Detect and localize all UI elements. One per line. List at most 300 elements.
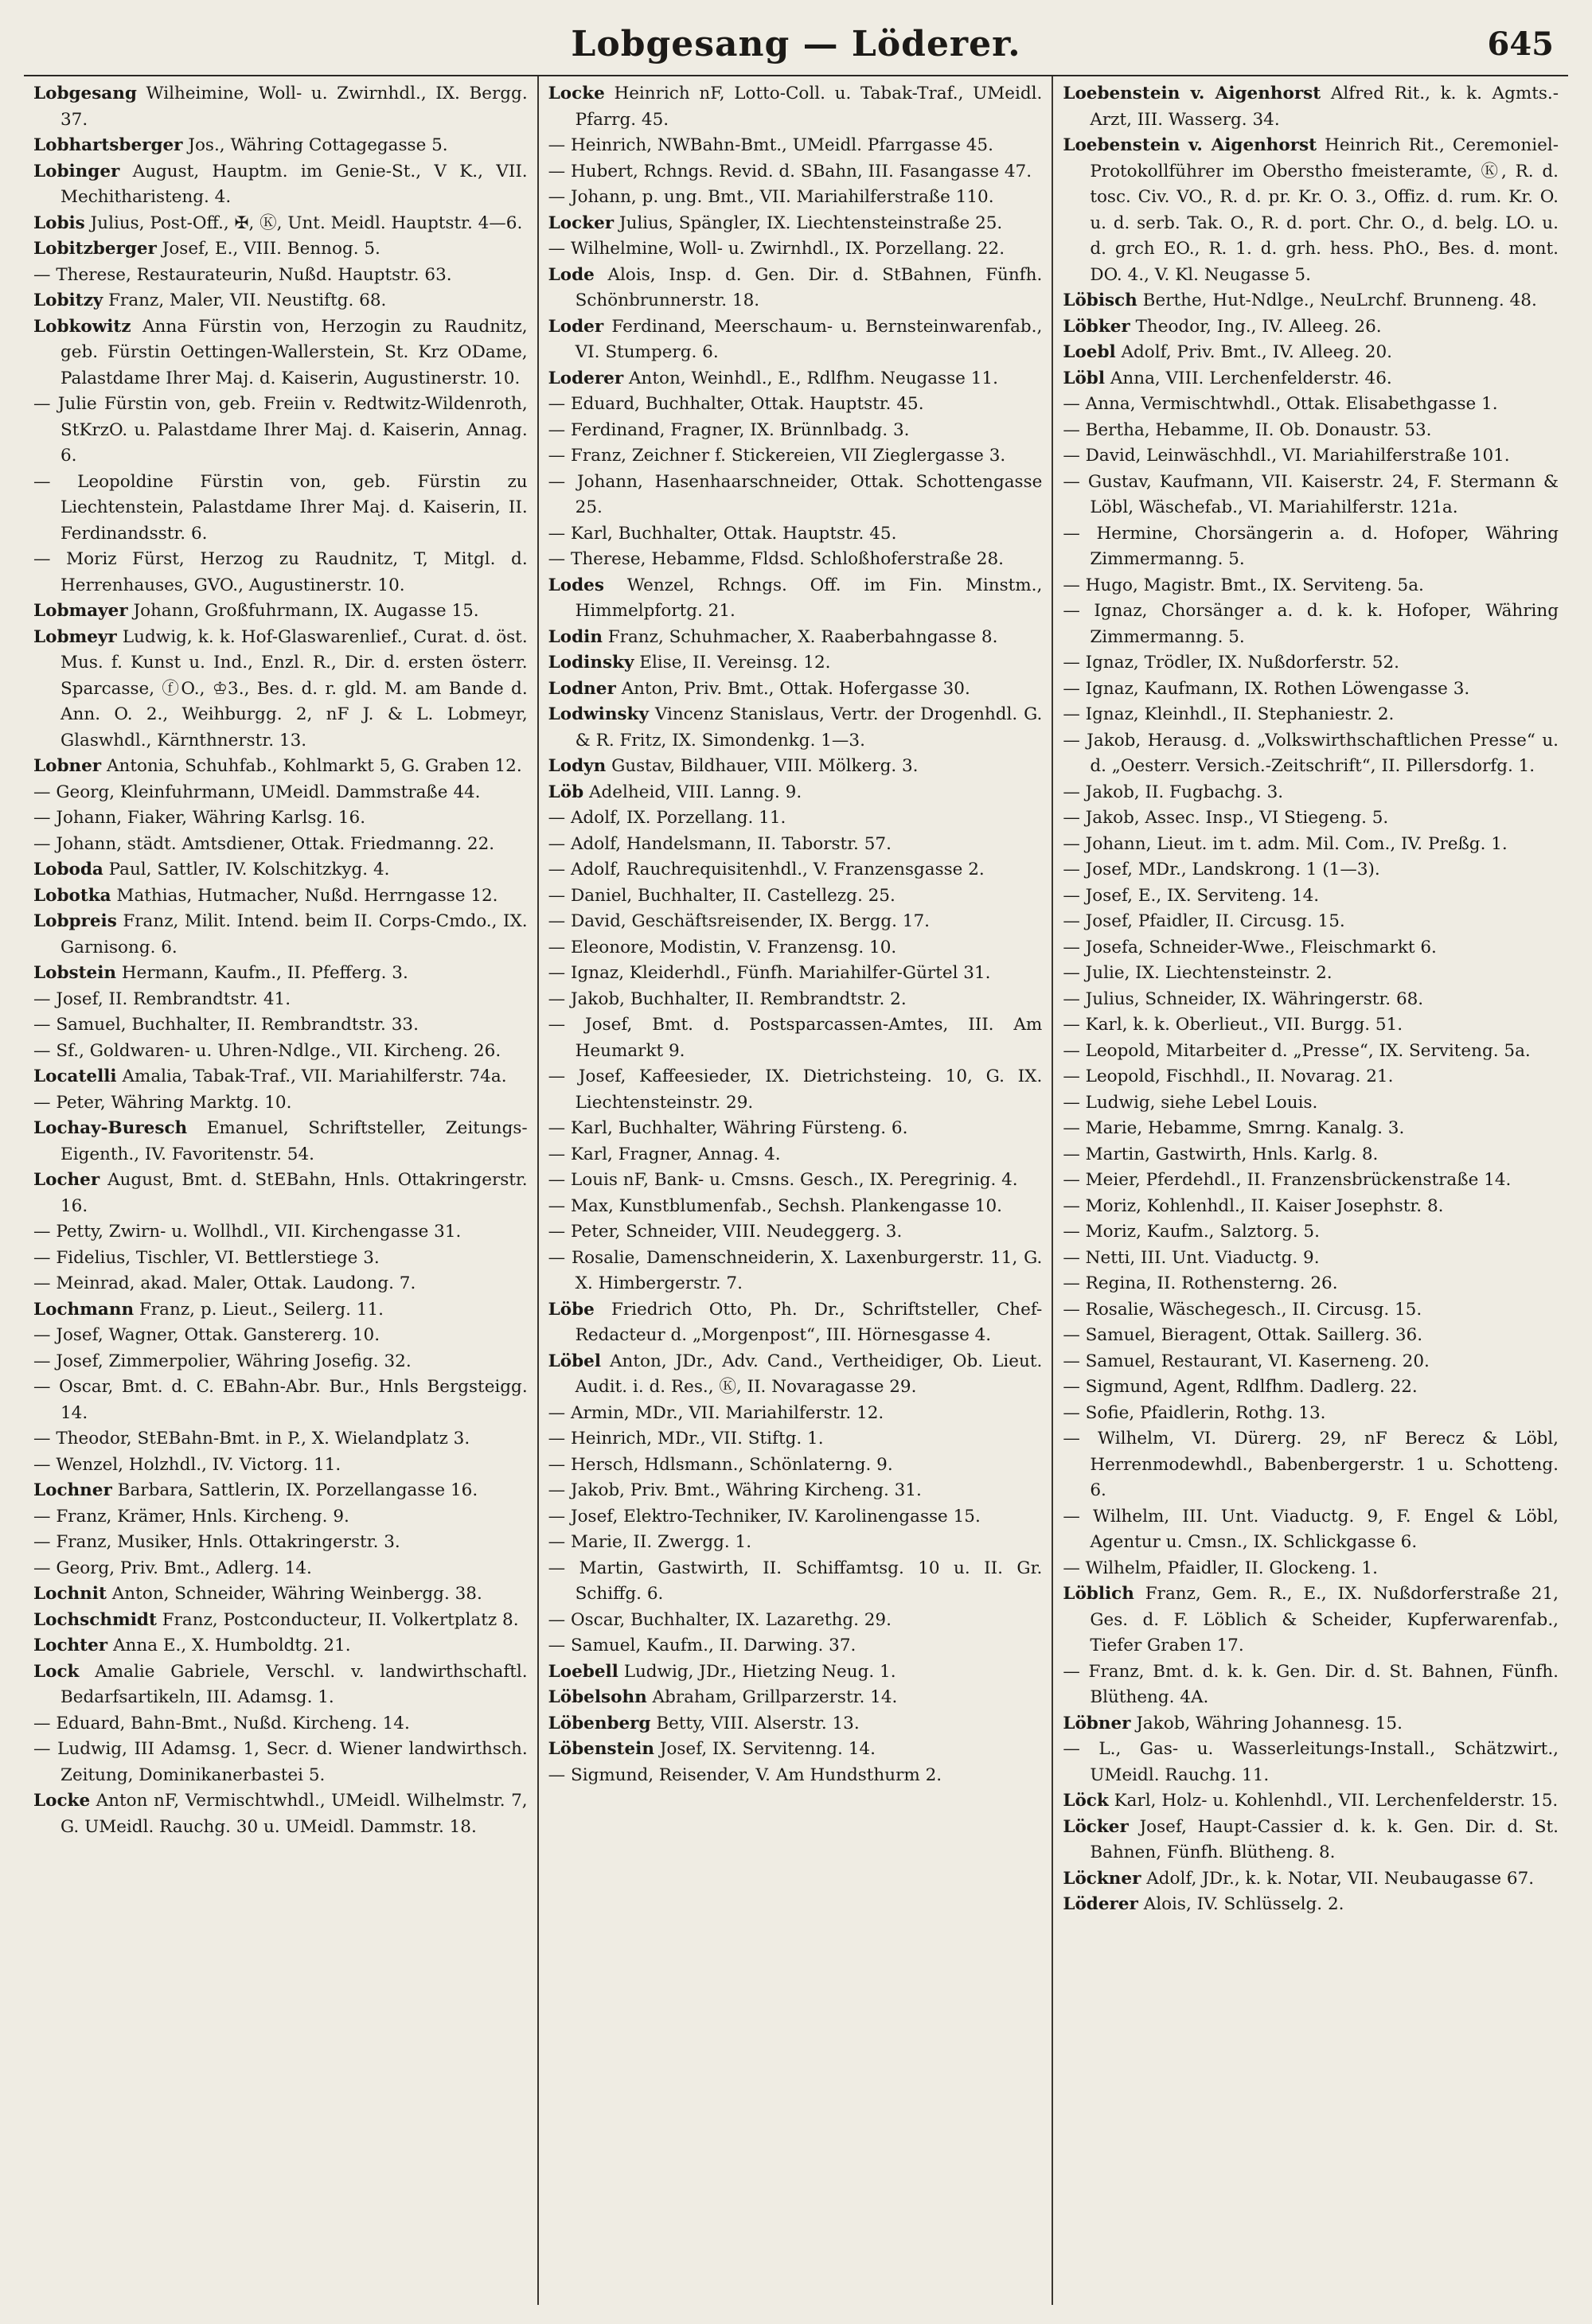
entry-details: Berthe, Hut-Ndlge., NeuLrchf. Brunneng. 48. bbox=[1142, 290, 1537, 310]
directory-entry bbox=[1063, 805, 1559, 832]
entry-details: Jakob, Währing Johannesg. 15. bbox=[1136, 1713, 1403, 1733]
directory-entry bbox=[548, 263, 1043, 314]
entry-surname: Loebl bbox=[1063, 342, 1116, 362]
entry-surname: Lobkowitz bbox=[33, 316, 131, 337]
directory-entry bbox=[33, 883, 528, 910]
entry-surname: Lobitzberger bbox=[33, 239, 157, 259]
entry-details: — Fidelius, Tischler, VI. Bettlerstiege 3. bbox=[33, 1247, 380, 1268]
directory-entry bbox=[1063, 1711, 1559, 1737]
directory-entry bbox=[548, 1064, 1043, 1116]
entry-details: — Wilhelm, Pfaidler, II. Glockeng. 1. bbox=[1063, 1558, 1378, 1578]
entry-details: — Marie, Hebamme, Smrng. Kanalg. 3. bbox=[1063, 1118, 1405, 1138]
entry-surname: Löb bbox=[548, 782, 584, 802]
entry-surname: Loebenstein v. Aigenhorst bbox=[1063, 84, 1321, 103]
directory-entry bbox=[1063, 1556, 1559, 1582]
entry-surname: Löck bbox=[1063, 1791, 1109, 1811]
entry-surname: Lock bbox=[33, 1661, 80, 1682]
entry-surname: Locatelli bbox=[33, 1066, 117, 1086]
entry-details: — Netti, III. Unt. Viaductg. 9. bbox=[1063, 1247, 1320, 1268]
entry-surname: Lobmeyr bbox=[33, 626, 117, 647]
directory-entry bbox=[33, 625, 528, 755]
entry-details: — Regina, II. Rothensterng. 26. bbox=[1063, 1273, 1338, 1293]
entry-details: — Samuel, Bieragent, Ottak. Saillerg. 36. bbox=[1063, 1325, 1423, 1345]
directory-entry bbox=[1063, 702, 1559, 728]
directory-entry bbox=[33, 1530, 528, 1556]
directory-entry bbox=[1063, 1297, 1559, 1324]
entry-details: — Jakob, Buchhalter, II. Rembrandtstr. 2. bbox=[548, 988, 907, 1009]
entry-details: — Peter, Währing Marktg. 10. bbox=[33, 1092, 292, 1113]
directory-entry bbox=[33, 1426, 528, 1452]
directory-entry bbox=[548, 1426, 1043, 1452]
entry-details: — Leopold, Mitarbeiter d. „Presse“, IX. Serviteng. 5a. bbox=[1063, 1040, 1531, 1061]
entry-details: — Heinrich, NWBahn-Bmt., UMeidl. Pfarrgasse 45. bbox=[548, 135, 993, 155]
directory-entry bbox=[1063, 443, 1559, 470]
entry-details: Alois, IV. Schlüsselg. 2. bbox=[1143, 1894, 1344, 1914]
entry-details: Josef, E., VIII. Bennog. 5. bbox=[162, 239, 380, 259]
directory-entry bbox=[1063, 1168, 1559, 1194]
entry-details: — Eduard, Bahn-Bmt., Nußd. Kircheng. 14. bbox=[33, 1713, 410, 1733]
directory-entry bbox=[33, 263, 528, 289]
entry-details: Franz, Postconducteur, II. Volkertplatz 8. bbox=[162, 1609, 519, 1630]
entry-details: — Samuel, Buchhalter, II. Rembrandtstr. 33. bbox=[33, 1015, 419, 1035]
entry-details: — Franz, Krämer, Hnls. Kircheng. 9. bbox=[33, 1506, 349, 1527]
directory-entry bbox=[33, 1219, 528, 1246]
directory-entry bbox=[33, 754, 528, 780]
directory-columns bbox=[24, 75, 1568, 2305]
entry-surname: Löderer bbox=[1063, 1894, 1138, 1914]
directory-entry bbox=[548, 1168, 1043, 1194]
directory-entry bbox=[33, 1452, 528, 1479]
directory-entry bbox=[33, 1478, 528, 1504]
directory-entry bbox=[548, 832, 1043, 858]
directory-entry bbox=[548, 650, 1043, 677]
entry-details: — Hubert, Rchngs. Revid. d. SBahn, III. Fasangasse 47. bbox=[548, 161, 1032, 181]
entry-details: — Johann, Fiaker, Währing Karlsg. 16. bbox=[33, 808, 366, 828]
directory-entry bbox=[548, 1349, 1043, 1401]
directory-entry bbox=[1063, 1866, 1559, 1893]
entry-details: — Samuel, Kaufm., II. Darwing. 37. bbox=[548, 1636, 856, 1655]
directory-entry bbox=[1063, 1426, 1559, 1504]
entry-details: — Meier, Pferdehdl., II. Franzensbrückenstraße 14. bbox=[1063, 1170, 1512, 1190]
column-1 bbox=[24, 76, 539, 2305]
directory-entry bbox=[1063, 935, 1559, 961]
entry-details: — Jakob, II. Fugbachg. 3. bbox=[1063, 782, 1284, 802]
directory-entry bbox=[1063, 1504, 1559, 1556]
directory-entry bbox=[33, 1504, 528, 1530]
entry-details: Hermann, Kaufm., II. Pfefferg. 3. bbox=[121, 963, 408, 983]
directory-entry bbox=[33, 1349, 528, 1375]
entry-details: — Daniel, Buchhalter, II. Castellezg. 25. bbox=[548, 885, 896, 906]
entry-surname: Loderer bbox=[548, 368, 624, 388]
entry-details: — Anna, Vermischtwhdl., Ottak. Elisabethgasse 1. bbox=[1063, 394, 1498, 414]
directory-entry bbox=[1063, 1349, 1559, 1375]
directory-entry bbox=[548, 1219, 1043, 1246]
entry-details: — Josef, Bmt. d. Postsparcassen-Amtes, III. Am Heumarkt 9. bbox=[548, 1015, 1043, 1061]
directory-entry bbox=[33, 1116, 528, 1168]
directory-entry bbox=[33, 1711, 528, 1737]
entry-details: Adolf, Priv. Bmt., IV. Alleeg. 20. bbox=[1121, 342, 1392, 362]
directory-entry bbox=[33, 1608, 528, 1634]
directory-entry bbox=[548, 702, 1043, 754]
directory-entry bbox=[33, 392, 528, 470]
entry-details: — Johann, Hasenhaarschneider, Ottak. Schottengasse 25. bbox=[548, 471, 1043, 517]
directory-entry bbox=[548, 1504, 1043, 1530]
entry-details: Theodor, Ing., IV. Alleeg. 26. bbox=[1135, 316, 1382, 337]
entry-details: — Therese, Hebamme, Fldsd. Schloßhoferstraße 28. bbox=[548, 549, 1004, 569]
entry-details: — Martin, Gastwirth, Hnls. Karlg. 8. bbox=[1063, 1144, 1379, 1164]
directory-entry bbox=[548, 185, 1043, 211]
entry-surname: Löbisch bbox=[1063, 290, 1137, 310]
entry-details: — Adolf, IX. Porzellang. 11. bbox=[548, 808, 786, 828]
directory-entry bbox=[1063, 1064, 1559, 1090]
entry-details: Josef, IX. Servitenng. 14. bbox=[659, 1739, 876, 1759]
entry-surname: Lobmayer bbox=[33, 601, 128, 621]
directory-entry bbox=[33, 211, 528, 237]
directory-entry bbox=[1063, 573, 1559, 599]
entry-details: — Julie Fürstin von, geb. Freiin v. Redtwitz-Wildenroth, StKrzO. u. Palastdame Ihrer Maj. d. Kaiserin, Annag. 6. bbox=[33, 394, 528, 466]
directory-entry bbox=[1063, 133, 1559, 288]
entry-details: — Ludwig, III Adamsg. 1, Secr. d. Wiener landwirthsch. Zeitung, Dominikanerbastei 5. bbox=[33, 1739, 528, 1785]
directory-entry bbox=[548, 1012, 1043, 1064]
directory-entry bbox=[548, 857, 1043, 883]
entry-details: Barbara, Sattlerin, IX. Porzellangasse 16. bbox=[117, 1480, 478, 1500]
entry-details: — Franz, Bmt. d. k. k. Gen. Dir. d. St. Bahnen, Fünfh. Blütheng. 4A. bbox=[1063, 1661, 1559, 1707]
entry-details: — Franz, Zeichner f. Stickereien, VII Zieglergasse 3. bbox=[548, 446, 1006, 466]
directory-entry bbox=[33, 1737, 528, 1788]
directory-entry bbox=[548, 987, 1043, 1013]
entry-details: — Josef, E., IX. Serviteng. 14. bbox=[1063, 885, 1320, 906]
directory-entry bbox=[33, 780, 528, 806]
entry-details: — Rosalie, Damenschneiderin, X. Laxenburgerstr. 11, G. X. Himbergerstr. 7. bbox=[548, 1247, 1043, 1293]
directory-entry bbox=[548, 81, 1043, 133]
entry-surname: Löbel bbox=[548, 1351, 601, 1371]
directory-entry bbox=[33, 470, 528, 548]
directory-entry bbox=[548, 1659, 1043, 1686]
entry-surname: Lobhartsberger bbox=[33, 135, 183, 155]
directory-entry bbox=[1063, 909, 1559, 935]
directory-entry bbox=[1063, 314, 1559, 341]
directory-entry bbox=[33, 1090, 528, 1117]
directory-entry bbox=[1063, 392, 1559, 418]
directory-entry bbox=[548, 1737, 1043, 1763]
entry-details: — Ludwig, siehe Lebel Louis. bbox=[1063, 1092, 1318, 1113]
entry-details: — Karl, Fragner, Annag. 4. bbox=[548, 1144, 781, 1164]
entry-details: Heinrich nF, Lotto-Coll. u. Tabak-Traf., UMeidl. Pfarrg. 45. bbox=[575, 84, 1043, 130]
entry-details: — Heinrich, MDr., VII. Stiftg. 1. bbox=[548, 1429, 824, 1449]
directory-entry bbox=[548, 1478, 1043, 1504]
entry-details: — Georg, Priv. Bmt., Adlerg. 14. bbox=[33, 1558, 312, 1578]
entry-surname: Lochmann bbox=[33, 1299, 135, 1320]
directory-entry bbox=[548, 1633, 1043, 1659]
entry-details: — Julie, IX. Liechtensteinstr. 2. bbox=[1063, 963, 1333, 983]
directory-entry bbox=[1063, 987, 1559, 1013]
entry-details: — Sigmund, Reisender, V. Am Hundsthurm 2. bbox=[548, 1764, 942, 1785]
entry-details: — Josef, Pfaidler, II. Circusg. 15. bbox=[1063, 911, 1345, 931]
directory-entry bbox=[548, 625, 1043, 651]
directory-entry bbox=[33, 987, 528, 1013]
directory-entry bbox=[548, 1246, 1043, 1297]
entry-details: — Josef, Kaffeesieder, IX. Dietrichsteing. 10, G. IX. Liechtensteinstr. 29. bbox=[548, 1066, 1043, 1113]
directory-entry bbox=[1063, 288, 1559, 314]
directory-entry bbox=[548, 883, 1043, 910]
directory-entry bbox=[548, 1608, 1043, 1634]
entry-details: — Franz, Musiker, Hnls. Ottakringerstr. 3. bbox=[33, 1532, 400, 1552]
entry-surname: Löcker bbox=[1063, 1816, 1129, 1837]
entry-details: Josef, Haupt-Cassier d. k. k. Gen. Dir. d. St. Bahnen, Fünfh. Blütheng. 8. bbox=[1090, 1816, 1559, 1862]
directory-entry bbox=[33, 159, 528, 211]
entry-details: Wenzel, Rchngs. Off. im Fin. Minstm., Himmelpfortg. 21. bbox=[575, 575, 1043, 621]
entry-surname: Lode bbox=[548, 264, 595, 285]
entry-surname: Lodner bbox=[548, 678, 616, 699]
directory-entry bbox=[33, 314, 528, 392]
directory-entry bbox=[548, 677, 1043, 703]
entry-details: — Sofie, Pfaidlerin, Rothg. 13. bbox=[1063, 1402, 1326, 1423]
directory-entry bbox=[548, 418, 1043, 444]
directory-entry bbox=[1063, 366, 1559, 392]
directory-entry bbox=[1063, 780, 1559, 806]
entry-details: — Hermine, Chorsängerin a. d. Hofoper, Währing Zimmermanng. 5. bbox=[1063, 523, 1559, 569]
entry-details: Alois, Insp. d. Gen. Dir. d. StBahnen, Fünfh. Schönbrunnerstr. 18. bbox=[575, 264, 1043, 310]
directory-entry bbox=[1063, 521, 1559, 573]
entry-surname: Lodinsky bbox=[548, 653, 634, 673]
entry-details: — Josefa, Schneider-Wwe., Fleischmarkt 6. bbox=[1063, 937, 1437, 957]
entry-surname: Löbelsohn bbox=[548, 1687, 647, 1707]
entry-surname: Lodes bbox=[548, 575, 604, 595]
entry-details: — Johann, Lieut. im t. adm. Mil. Com., IV. Preßg. 1. bbox=[1063, 833, 1508, 854]
entry-details: — Eleonore, Modistin, V. Franzensg. 10. bbox=[548, 937, 897, 957]
directory-entry bbox=[33, 832, 528, 858]
entry-details: — Ignaz, Kleinhdl., II. Stephaniestr. 2. bbox=[1063, 704, 1395, 724]
entry-details: — Wilhelm, VI. Dürerg. 29, nF Berecz & Löbl, Herrenmodewhdl., Babenbergerstr. 1 u. Schotteng. 6. bbox=[1063, 1429, 1559, 1500]
directory-entry bbox=[33, 857, 528, 883]
directory-entry bbox=[1063, 1219, 1559, 1246]
directory-entry bbox=[1063, 1581, 1559, 1659]
entry-details: August, Bmt. d. StEBahn, Hnls. Ottakringerstr. 16. bbox=[60, 1170, 528, 1216]
directory-entry bbox=[548, 1401, 1043, 1427]
directory-entry bbox=[548, 1711, 1043, 1737]
directory-entry bbox=[1063, 883, 1559, 910]
entry-details: Gustav, Bildhauer, VIII. Mölkerg. 3. bbox=[611, 756, 919, 776]
entry-surname: Löbker bbox=[1063, 316, 1130, 337]
entry-details: Vincenz Stanislaus, Vertr. der Drogenhdl. G. & R. Fritz, IX. Simondenkg. 1—3. bbox=[575, 704, 1043, 751]
entry-details: — Hugo, Magistr. Bmt., IX. Serviteng. 5a. bbox=[1063, 575, 1424, 595]
directory-entry bbox=[548, 1763, 1043, 1789]
directory-entry bbox=[548, 1297, 1043, 1349]
entry-surname: Lodyn bbox=[548, 756, 607, 776]
directory-entry bbox=[548, 805, 1043, 832]
directory-entry bbox=[33, 547, 528, 599]
entry-details: — L., Gas- u. Wasserleitungs-Install., Schätzwirt., UMeidl. Rauchg. 11. bbox=[1063, 1739, 1559, 1785]
entry-details: — Sf., Goldwaren- u. Uhren-Ndlge., VII. Kircheng. 26. bbox=[33, 1040, 501, 1061]
directory-entry bbox=[33, 1323, 528, 1349]
directory-entry bbox=[548, 961, 1043, 987]
entry-details: Alfred Rit., k. k. Agmts.-Arzt, III. Wasserg. 34. bbox=[1090, 84, 1559, 130]
page-header bbox=[24, 22, 1568, 67]
entry-details: — Adolf, Handelsmann, II. Taborstr. 57. bbox=[548, 833, 892, 854]
entry-details: — Moriz, Kaufm., Salztorg. 5. bbox=[1063, 1222, 1320, 1242]
entry-details: — Josef, Wagner, Ottak. Ganstererg. 10. bbox=[33, 1325, 380, 1345]
entry-details: — Ignaz, Trödler, IX. Nußdorferstr. 52. bbox=[1063, 653, 1399, 673]
directory-entry bbox=[33, 599, 528, 625]
directory-entry bbox=[548, 392, 1043, 418]
directory-entry bbox=[548, 1685, 1043, 1711]
directory-entry bbox=[1063, 470, 1559, 521]
entry-details: — Jakob, Priv. Bmt., Währing Kircheng. 31. bbox=[548, 1480, 922, 1500]
entry-details: — Eduard, Buchhalter, Ottak. Hauptstr. 45. bbox=[548, 394, 924, 414]
directory-entry bbox=[1063, 1246, 1559, 1272]
entry-details: — Ferdinand, Fragner, IX. Brünnlbadg. 3. bbox=[548, 419, 910, 440]
directory-entry bbox=[548, 909, 1043, 935]
directory-entry bbox=[33, 1788, 528, 1840]
entry-details: — Wenzel, Holzhdl., IV. Victorg. 11. bbox=[33, 1454, 341, 1475]
entry-details: — Josef, Elektro-Techniker, IV. Karolinengasse 15. bbox=[548, 1506, 981, 1527]
entry-surname: Lochnit bbox=[33, 1584, 107, 1604]
entry-surname: Lobinger bbox=[33, 161, 120, 181]
entry-details: — Oscar, Bmt. d. C. EBahn-Abr. Bur., Hnls Bergsteigg. 14. bbox=[33, 1377, 528, 1423]
directory-entry bbox=[33, 1246, 528, 1272]
entry-details: Jos., Währing Cottagegasse 5. bbox=[188, 135, 448, 155]
directory-entry bbox=[33, 1039, 528, 1065]
entry-details: Amalia, Tabak-Traf., VII. Mariahilferstr. 74a. bbox=[122, 1066, 507, 1086]
entry-surname: Lobner bbox=[33, 756, 102, 776]
entry-surname: Lochter bbox=[33, 1636, 108, 1655]
directory-entry bbox=[1063, 1142, 1559, 1168]
directory-entry bbox=[548, 547, 1043, 573]
entry-details: — Samuel, Restaurant, VI. Kaserneng. 20. bbox=[1063, 1351, 1430, 1371]
directory-entry bbox=[548, 470, 1043, 521]
directory-entry bbox=[1063, 832, 1559, 858]
entry-details: Ludwig, k. k. Hof-Glaswarenlief., Curat. d. öst. Mus. f. Kunst u. Ind., Enzl. R., Dir. d. ersten österr. Sparcasse, ⓕO., ♔3., Bes. d. r. gld. M. am Bande d. Ann. O. 2., Weihburgg. 2, nF J. & L. Lobmeyr, Glaswhdl., Kärnthnerstr. 13. bbox=[60, 626, 528, 751]
entry-surname: Lodin bbox=[548, 626, 603, 647]
entry-details: Amalie Gabriele, Verschl. v. landwirthschaftl. Bedarfsartikeln, III. Adamsg. 1. bbox=[60, 1661, 528, 1707]
entry-surname: Lobis bbox=[33, 213, 85, 233]
directory-entry bbox=[1063, 1401, 1559, 1427]
entry-details: — Josef, Zimmerpolier, Währing Josefig. 32. bbox=[33, 1351, 412, 1371]
directory-entry bbox=[1063, 728, 1559, 780]
directory-entry bbox=[548, 1194, 1043, 1220]
entry-details: — Jakob, Assec. Insp., VI Stiegeng. 5. bbox=[1063, 808, 1389, 828]
entry-surname: Lobitzy bbox=[33, 290, 103, 310]
entry-surname: Locker bbox=[548, 213, 615, 233]
directory-entry bbox=[1063, 1090, 1559, 1117]
page-number: 645 bbox=[1487, 25, 1554, 63]
entry-details: Heinrich Rit., Ceremoniel-Protokollführer im Oberstho fmeisteramte, Ⓚ, R. d. tosc. Civ. VO., R. d. pr. Kr. O. 3., Offiz. d. rum. Kr. O. u. d. serb. Tak. O., R. d. port. Chr. O., d. belg. LO. u. d. grch EO., R. 1. d. grh. hess. PhO., Bes. d. mont. DO. 4., V. Kl. Neugasse 5. bbox=[1090, 135, 1559, 285]
entry-surname: Löblich bbox=[1063, 1584, 1134, 1604]
column-2 bbox=[539, 76, 1054, 2305]
entry-details: — Sigmund, Agent, Rdlfhm. Dadlerg. 22. bbox=[1063, 1377, 1418, 1397]
entry-details: Ferdinand, Meerschaum- u. Bernsteinwarenfab., VI. Stumperg. 6. bbox=[575, 316, 1043, 362]
directory-entry bbox=[1063, 340, 1559, 366]
directory-entry bbox=[548, 211, 1043, 237]
entry-details: Paul, Sattler, IV. Kolschitzkyg. 4. bbox=[108, 860, 390, 879]
directory-entry bbox=[1063, 599, 1559, 650]
entry-details: Anton nF, Vermischtwhdl., UMeidl. Wilhelmstr. 7, G. UMeidl. Rauchg. 30 u. UMeidl. Dammstr. 18. bbox=[60, 1791, 528, 1837]
directory-entry bbox=[1063, 81, 1559, 133]
entry-surname: Löbenberg bbox=[548, 1713, 651, 1733]
entry-surname: Locke bbox=[33, 1791, 91, 1811]
directory-entry bbox=[548, 1556, 1043, 1608]
entry-surname: Löbner bbox=[1063, 1713, 1131, 1733]
entry-details: — Karl, Buchhalter, Ottak. Hauptstr. 45. bbox=[548, 523, 897, 544]
entry-details: — Julius, Schneider, IX. Währingerstr. 68. bbox=[1063, 988, 1424, 1009]
directory-entry bbox=[33, 1375, 528, 1426]
entry-details: Emanuel, Schriftsteller, Zeitungs-Eigenth., IV. Favoritenstr. 54. bbox=[60, 1118, 528, 1164]
entry-surname: Lodwinsky bbox=[548, 704, 649, 724]
entry-surname: Lobpreis bbox=[33, 911, 117, 931]
column-3 bbox=[1053, 76, 1568, 2305]
entry-details: — Wilhelm, III. Unt. Viaductg. 9, F. Engel & Löbl, Agentur u. Cmsn., IX. Schlickgasse 6. bbox=[1063, 1506, 1559, 1552]
entry-details: — Moriz Fürst, Herzog zu Raudnitz, T, Mitgl. d. Herrenhauses, GVO., Augustinerstr. 10. bbox=[33, 549, 528, 595]
directory-entry bbox=[548, 935, 1043, 961]
directory-entry bbox=[548, 314, 1043, 366]
entry-details: — Therese, Restaurateurin, Nußd. Hauptstr. 63. bbox=[33, 264, 452, 285]
entry-surname: Löckner bbox=[1063, 1868, 1141, 1889]
entry-details: — Wilhelmine, Woll- u. Zwirnhdl., IX. Porzellang. 22. bbox=[548, 239, 1005, 259]
directory-entry bbox=[1063, 1116, 1559, 1142]
entry-details: — Josef, MDr., Landskrong. 1 (1—3). bbox=[1063, 860, 1380, 879]
entry-details: — Gustav, Kaufmann, VII. Kaiserstr. 24, F. Stermann & Löbl, Wäschefab., VI. Mariahilferstr. 121a. bbox=[1063, 471, 1559, 517]
directory-entry bbox=[1063, 1737, 1559, 1788]
entry-details: Betty, VIII. Alserstr. 13. bbox=[656, 1713, 860, 1733]
directory-entry bbox=[33, 1297, 528, 1324]
directory-entry bbox=[33, 1556, 528, 1582]
entry-details: — Petty, Zwirn- u. Wollhdl., VII. Kirchengasse 31. bbox=[33, 1222, 462, 1242]
entry-details: — Ignaz, Chorsänger a. d. k. k. Hofoper, Währing Zimmermanng. 5. bbox=[1063, 601, 1559, 647]
entry-details: Wilheimine, Woll- u. Zwirnhdl., IX. Bergg. 37. bbox=[60, 84, 528, 130]
entry-details: Franz, Schuhmacher, X. Raaberbahngasse 8. bbox=[607, 626, 998, 647]
entry-details: Franz, p. Lieut., Seilerg. 11. bbox=[139, 1299, 384, 1320]
entry-details: Adelheid, VIII. Lanng. 9. bbox=[589, 782, 802, 802]
entry-surname: Löbenstein bbox=[548, 1739, 654, 1759]
directory-entry bbox=[548, 1142, 1043, 1168]
directory-entry bbox=[1063, 1892, 1559, 1918]
entry-details: Anna Fürstin von, Herzogin zu Raudnitz, geb. Fürstin Oettingen-Wallerstein, St. Krz ODame, Palastdame Ihrer Maj. d. Kaiserin, Augustinerstr. 10. bbox=[60, 316, 528, 388]
directory-entry bbox=[33, 909, 528, 961]
directory-entry bbox=[548, 754, 1043, 780]
directory-entry bbox=[548, 159, 1043, 185]
directory-entry bbox=[33, 961, 528, 987]
entry-details: — Theodor, StEBahn-Bmt. in P., X. Wielandplatz 3. bbox=[33, 1429, 470, 1449]
directory-entry bbox=[1063, 650, 1559, 677]
entry-details: — David, Geschäftsreisender, IX. Bergg. 17. bbox=[548, 911, 930, 931]
entry-details: Anton, Weinhdl., E., Rdlfhm. Neugasse 11. bbox=[629, 368, 998, 388]
directory-entry bbox=[33, 1633, 528, 1659]
directory-entry bbox=[33, 288, 528, 314]
directory-entry bbox=[548, 1530, 1043, 1556]
entry-surname: Lobgesang bbox=[33, 84, 137, 103]
directory-entry bbox=[548, 366, 1043, 392]
directory-entry bbox=[1063, 1323, 1559, 1349]
directory-entry bbox=[1063, 1039, 1559, 1065]
entry-surname: Löbl bbox=[1063, 368, 1105, 388]
entry-surname: Loebell bbox=[548, 1661, 618, 1682]
entry-surname: Lochay-Buresch bbox=[33, 1118, 188, 1138]
directory-entry bbox=[1063, 1375, 1559, 1401]
entry-details: Anton, Schneider, Währing Weinbergg. 38. bbox=[111, 1584, 482, 1604]
entry-surname: Loboda bbox=[33, 860, 103, 879]
entry-details: — Louis nF, Bank- u. Cmsns. Gesch., IX. Peregrinig. 4. bbox=[548, 1170, 1018, 1190]
directory-entry bbox=[33, 1271, 528, 1297]
directory-entry bbox=[1063, 1815, 1559, 1866]
entry-surname: Lochner bbox=[33, 1480, 112, 1500]
directory-entry bbox=[1063, 418, 1559, 444]
directory-entry bbox=[1063, 1271, 1559, 1297]
entry-details: — Peter, Schneider, VIII. Neudeggerg. 3. bbox=[548, 1222, 903, 1242]
entry-details: — Moriz, Kohlenhdl., II. Kaiser Josephstr. 8. bbox=[1063, 1195, 1444, 1216]
entry-details: — Hersch, Hdlsmann., Schönlaterng. 9. bbox=[548, 1454, 893, 1475]
entry-details: Julius, Post-Off., ✠, Ⓚ, Unt. Meidl. Hauptstr. 4—6. bbox=[90, 213, 523, 233]
entry-surname: Loebenstein v. Aigenhorst bbox=[1063, 135, 1317, 155]
